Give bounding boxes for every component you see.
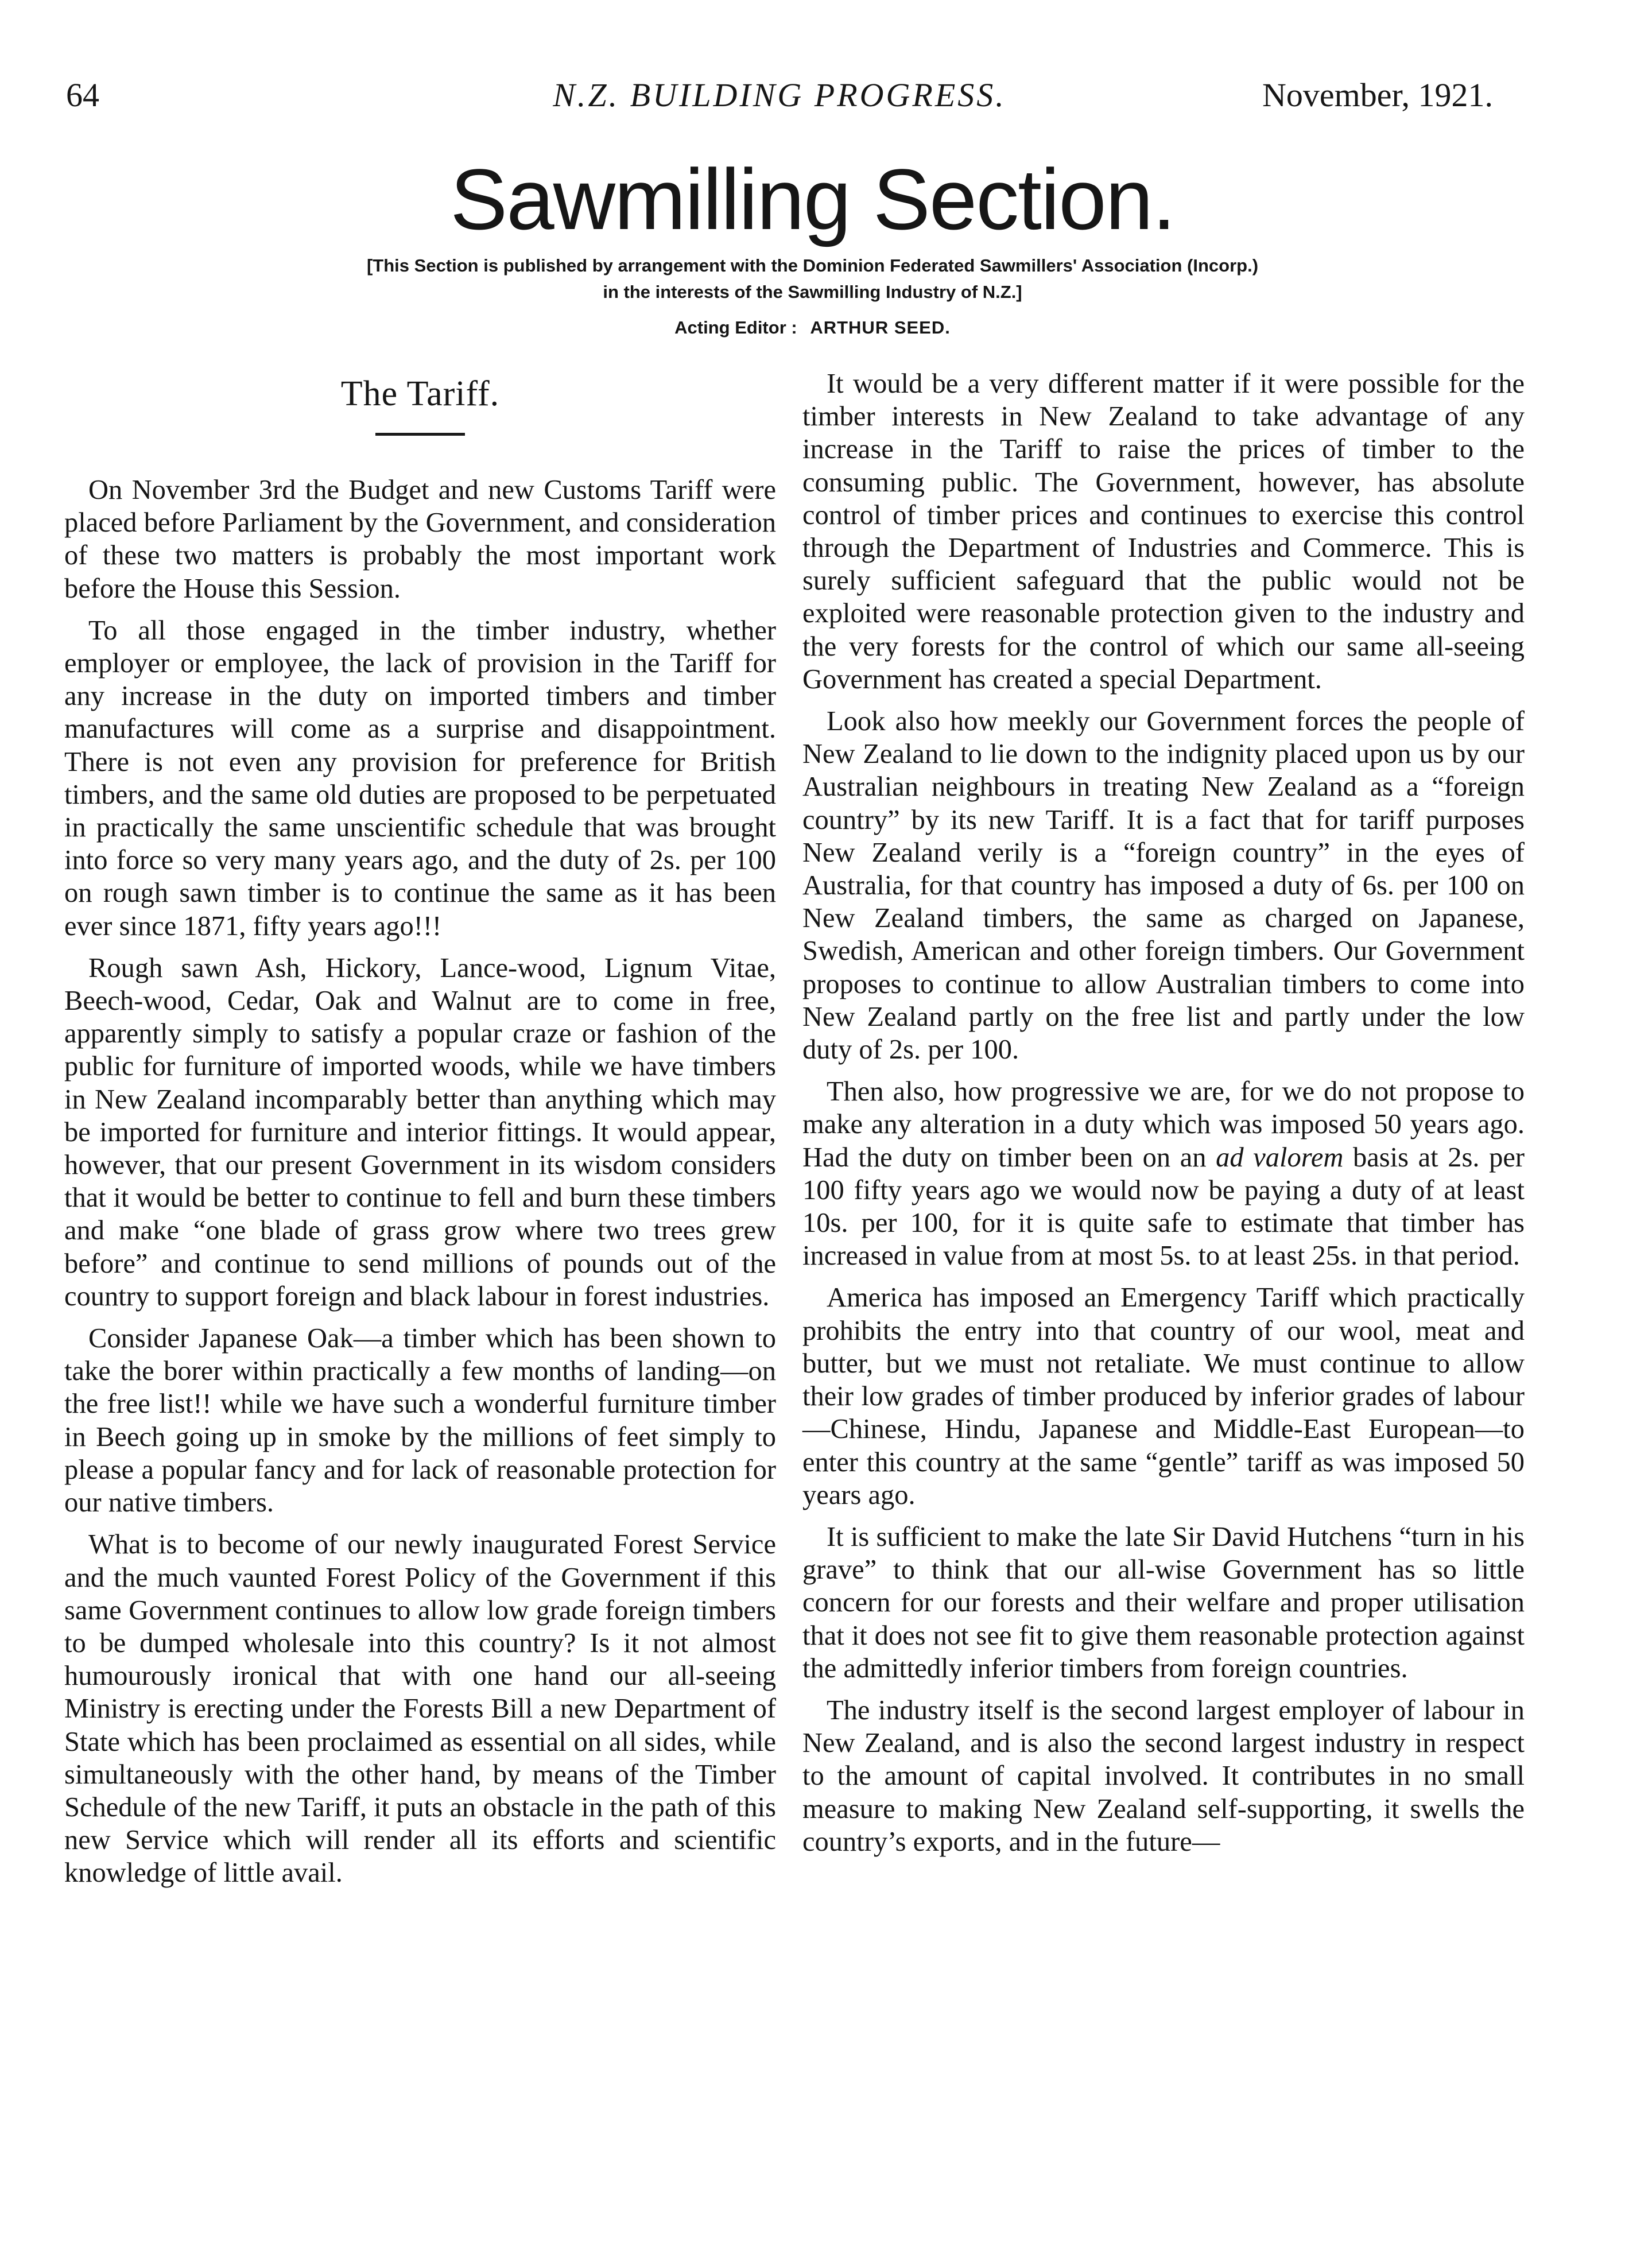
editor-name: ARTHUR SEED.	[810, 317, 951, 338]
left-column	[64, 367, 776, 1899]
paragraph: It would be a very different matter if it were possible for the timber interests in New Zealand to take advantage of any increase in the Tariff to raise the prices of timber to the consuming public. The Government, however, has absolute control of timber prices and continues to exercise this control through the Department of Industries and Commerce. This is surely sufficient safeguard that the public would not be exploited were reasonable protection given to the industry and the very forests for the control of which our same all-seeing Government has created a special Department.	[802, 369, 1525, 695]
right-column	[802, 367, 1525, 1867]
paragraph: On November 3rd the Budget and new Customs Tariff were placed before Parliament by the Government, and consideration of these two matters is probably the most important work before the House this Session.	[64, 475, 776, 604]
paragraph-text: basis at 2s. per 100 fifty years ago we would now be paying a duty of at least 10s. per 100, for it is quite safe to estimate that timber has increased in value from at most 5s. to at least 25s. in that period.	[802, 1142, 1525, 1271]
paragraph-text: Then also, how progressive we are, for we do not propose to make any alteration in a duty which was imposed 50 years ago. Had the duty on timber been on an	[802, 1076, 1525, 1173]
paragraph: It is sufficient to make the late Sir David Hutchens “turn in his grave” to think that our all-wise Government has so little concern for our forests and their welfare and proper utilisation that it does not see fit to give them reasonable protection against the admittedly inferior timbers from foreign countries.	[802, 1521, 1525, 1684]
paragraph: The industry itself is the second largest employer of labour in New Zealand, and is also the second largest industry in respect to the amount of capital involved. It contributes in no small measure to making New Zealand self-supporting, it swells the country’s exports, and in the future—	[802, 1695, 1525, 1857]
paragraph: What is to become of our newly inaugurated Forest Service and the much vaunted Forest Policy of the Government if this same Government continues to allow low grade foreign timbers to be dumped wholesale into this country? Is it not almost humourously ironical that with one hand our all-seeing Ministry is erecting under the Forests Bill a new Department of State which has been proclaimed as essential on all sides, while simultaneously with the other hand, by means of the Timber Schedule of the new Tariff, it puts an obstacle in the path of this new Service which will render all its efforts and scientific knowledge of little avail.	[64, 1529, 776, 1889]
issue-date: November, 1921.	[1262, 76, 1493, 114]
article-title: The Tariff.	[340, 374, 500, 413]
journal-title: N.Z. BUILDING PROGRESS.	[553, 76, 1006, 114]
latin-phrase: ad valorem	[1216, 1142, 1344, 1173]
paragraph: Consider Japanese Oak—a timber which has been shown to take the borer within practically a few months of landing—on the free list!! while we have such a wonderful furniture timber in Beech going up in smoke by the millions of feet simply to please a popular fancy and for lack of reasonable protection for our native timbers.	[64, 1323, 776, 1518]
section-note	[0, 253, 1625, 305]
paragraph	[802, 1075, 1525, 1272]
section-title: Sawmilling Section.	[450, 151, 1175, 247]
editor-credit	[0, 315, 1625, 341]
paragraph: Rough sawn Ash, Hickory, Lance-wood, Lignum Vitae, Beech-wood, Cedar, Oak and Walnut are to come in free, apparently simply to satisfy a popular craze or fashion of the public for furniture of imported woods, while we have timbers in New Zealand incomparably better than anything which may be imported for furniture and interior fittings. It would appear, however, that our present Government in its wisdom considers that it would be better to continue to fell and burn these timbers and make “one blade of grass grow where two trees grew before” and continue to send millions of pounds out of the country to support foreign and black labour in forest industries.	[64, 952, 776, 1312]
title-rule	[375, 433, 465, 436]
paragraph: Look also how meekly our Government forces the people of New Zealand to lie down to the indignity placed upon us by our Australian neighbours in treating New Zealand as a “foreign country” by its new Tariff. It is a fact that for tariff purposes New Zealand verily is a “foreign country” in the eyes of Australia, for that country has imposed a duty of 6s. per 100 on New Zealand timbers, the same as charged on Japanese, Swedish, American and other foreign timbers. Our Government proposes to continue to allow Australian timbers to come into New Zealand partly on the free list and partly under the low duty of 2s. per 100.	[802, 706, 1525, 1065]
paragraph: America has imposed an Emergency Tariff which practically prohibits the entry into that country of our wool, meat and butter, but we must not retaliate. We must continue to allow their low grades of timber produced by inferior grades of labour—Chinese, Hindu, Japanese and Middle-East European—to enter this country at the same “gentle” tariff as was imposed 50 years ago.	[802, 1282, 1525, 1510]
page-number: 64	[66, 76, 99, 114]
editor-label: Acting Editor :	[674, 317, 797, 338]
running-head	[66, 76, 1493, 127]
section-note-line: [This Section is published by arrangement with the Dominion Federated Sawmillers' Association (Incorp.)	[366, 255, 1259, 276]
paragraph: To all those engaged in the timber industry, whether employer or employee, the lack of provision in the Tariff for any increase in the duty on imported timbers and timber manufactures will come as a surprise and disappointment. There is not even any provision for preference for British timbers, and the same old duties are proposed to be perpetuated in practically the same unscientific schedule that was brought into force so very many years ago, and the duty of 2s. per 100 on rough sawn timber is to continue the same as it has been ever since 1871, fifty years ago!!!	[64, 615, 776, 941]
section-note-line: in the interests of the Sawmilling Industry of N.Z.]	[603, 282, 1022, 302]
